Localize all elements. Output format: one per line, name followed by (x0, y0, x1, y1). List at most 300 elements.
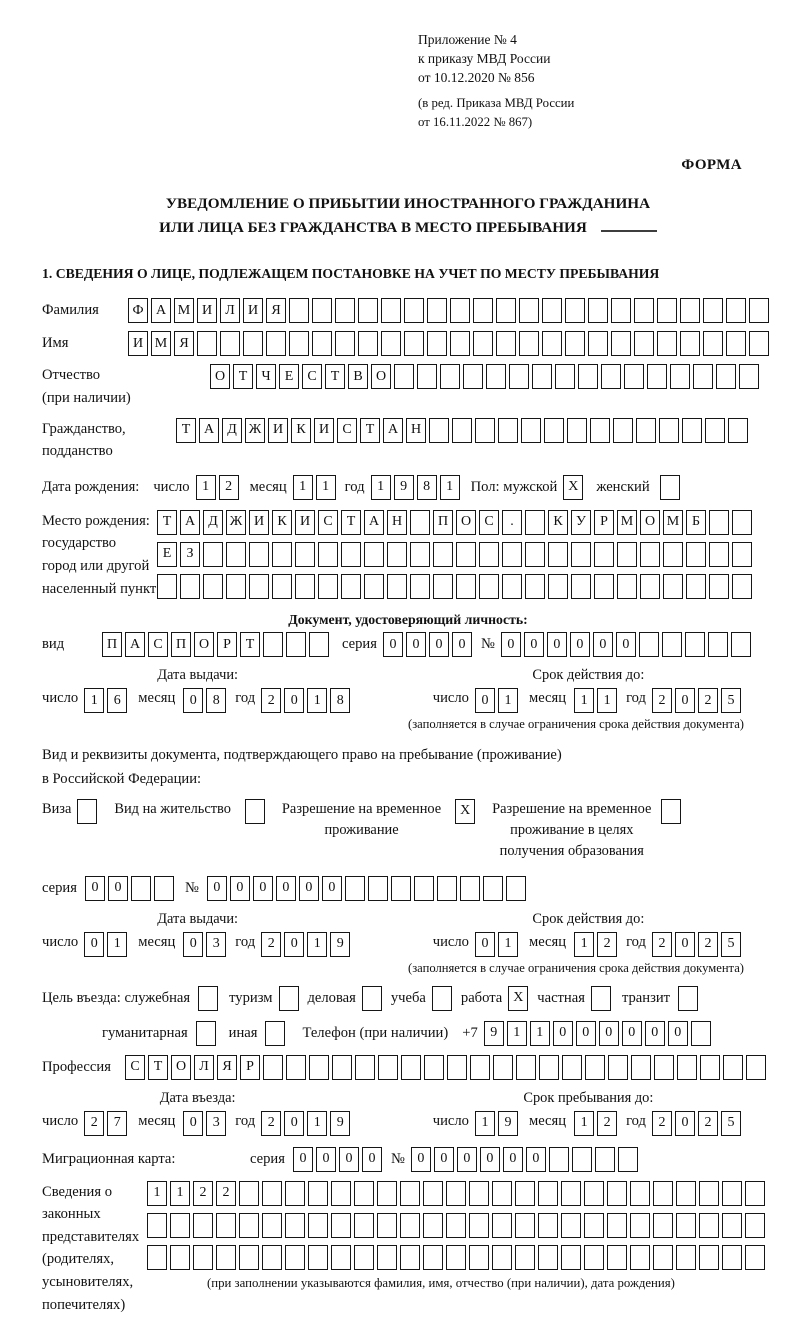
char-cell[interactable]: М (663, 510, 683, 535)
char-cell[interactable] (289, 298, 309, 323)
transit-checkbox-cell[interactable] (678, 986, 698, 1011)
char-cell[interactable]: 1 (147, 1181, 167, 1206)
char-cell[interactable]: И (295, 510, 315, 535)
char-cell[interactable]: 8 (417, 475, 437, 500)
char-cell[interactable] (538, 1213, 558, 1238)
char-cell[interactable] (473, 331, 493, 356)
char-cell[interactable] (423, 1245, 443, 1270)
char-cell[interactable] (295, 574, 315, 599)
char-cell[interactable] (470, 1055, 490, 1080)
char-cell[interactable] (716, 364, 736, 389)
char-cell[interactable] (295, 542, 315, 567)
char-cell[interactable]: Р (594, 510, 614, 535)
char-cell[interactable]: Н (387, 510, 407, 535)
char-cell[interactable]: С (318, 510, 338, 535)
char-cell[interactable] (640, 574, 660, 599)
char-cell[interactable]: И (243, 298, 263, 323)
char-cell[interactable] (289, 331, 309, 356)
char-cell[interactable] (607, 1245, 627, 1270)
char-cell[interactable] (663, 574, 683, 599)
char-cell[interactable]: 0 (616, 632, 636, 657)
char-cell[interactable] (423, 1213, 443, 1238)
char-cell[interactable]: С (302, 364, 322, 389)
char-cell[interactable] (410, 574, 430, 599)
char-cell[interactable] (731, 632, 751, 657)
char-cell[interactable]: 0 (322, 876, 342, 901)
char-cell[interactable] (377, 1213, 397, 1238)
char-cell[interactable]: А (125, 632, 145, 657)
char-cell[interactable]: 0 (299, 876, 319, 901)
char-cell[interactable] (608, 1055, 628, 1080)
char-cell[interactable] (285, 1181, 305, 1206)
char-cell[interactable] (561, 1181, 581, 1206)
char-cell[interactable] (486, 364, 506, 389)
char-cell[interactable] (157, 574, 177, 599)
char-cell[interactable]: 0 (457, 1147, 477, 1172)
char-cell[interactable] (368, 876, 388, 901)
char-cell[interactable]: 2 (216, 1181, 236, 1206)
char-cell[interactable] (498, 418, 518, 443)
char-cell[interactable] (525, 574, 545, 599)
char-cell[interactable] (691, 1021, 711, 1046)
char-cell[interactable]: 1 (307, 688, 327, 713)
char-cell[interactable] (682, 418, 702, 443)
char-cell[interactable]: 2 (597, 1111, 617, 1136)
char-cell[interactable] (492, 1213, 512, 1238)
char-cell[interactable]: М (174, 298, 194, 323)
char-cell[interactable]: О (371, 364, 391, 389)
char-cell[interactable] (728, 418, 748, 443)
char-cell[interactable]: 2 (698, 688, 718, 713)
char-cell[interactable] (639, 632, 659, 657)
char-cell[interactable]: О (456, 510, 476, 535)
char-cell[interactable]: Н (406, 418, 426, 443)
char-cell[interactable]: 0 (276, 876, 296, 901)
char-cell[interactable]: . (502, 510, 522, 535)
char-cell[interactable]: 9 (484, 1021, 504, 1046)
private-checkbox-cell[interactable] (591, 986, 611, 1011)
char-cell[interactable] (180, 574, 200, 599)
char-cell[interactable]: 3 (206, 932, 226, 957)
char-cell[interactable]: И (197, 298, 217, 323)
char-cell[interactable] (595, 1147, 615, 1172)
char-cell[interactable] (335, 298, 355, 323)
char-cell[interactable] (519, 331, 539, 356)
char-cell[interactable] (749, 331, 769, 356)
char-cell[interactable] (636, 418, 656, 443)
char-cell[interactable] (607, 1213, 627, 1238)
char-cell[interactable] (561, 1245, 581, 1270)
char-cell[interactable] (147, 1245, 167, 1270)
char-cell[interactable] (745, 1245, 765, 1270)
char-cell[interactable] (387, 574, 407, 599)
char-cell[interactable] (404, 298, 424, 323)
char-cell[interactable] (515, 1213, 535, 1238)
char-cell[interactable]: Б (686, 510, 706, 535)
char-cell[interactable]: 0 (675, 932, 695, 957)
char-cell[interactable] (634, 331, 654, 356)
char-cell[interactable]: М (151, 331, 171, 356)
char-cell[interactable] (286, 632, 306, 657)
char-cell[interactable] (709, 542, 729, 567)
char-cell[interactable] (433, 542, 453, 567)
char-cell[interactable] (680, 331, 700, 356)
char-cell[interactable] (502, 574, 522, 599)
char-cell[interactable] (525, 542, 545, 567)
char-cell[interactable]: Т (240, 632, 260, 657)
char-cell[interactable] (414, 876, 434, 901)
char-cell[interactable] (630, 1213, 650, 1238)
char-cell[interactable]: 0 (475, 688, 495, 713)
char-cell[interactable]: А (180, 510, 200, 535)
char-cell[interactable]: 0 (593, 632, 613, 657)
char-cell[interactable] (417, 364, 437, 389)
char-cell[interactable]: 0 (183, 688, 203, 713)
char-cell[interactable] (700, 1055, 720, 1080)
char-cell[interactable]: К (548, 510, 568, 535)
char-cell[interactable]: П (102, 632, 122, 657)
char-cell[interactable] (286, 1055, 306, 1080)
char-cell[interactable] (226, 542, 246, 567)
char-cell[interactable] (578, 364, 598, 389)
char-cell[interactable] (377, 1245, 397, 1270)
char-cell[interactable] (617, 574, 637, 599)
char-cell[interactable] (699, 1213, 719, 1238)
char-cell[interactable] (703, 331, 723, 356)
char-cell[interactable] (318, 542, 338, 567)
char-cell[interactable] (193, 1213, 213, 1238)
char-cell[interactable]: 9 (498, 1111, 518, 1136)
char-cell[interactable] (521, 418, 541, 443)
char-cell[interactable] (676, 1213, 696, 1238)
char-cell[interactable]: А (199, 418, 219, 443)
char-cell[interactable] (519, 298, 539, 323)
char-cell[interactable] (427, 331, 447, 356)
char-cell[interactable] (726, 298, 746, 323)
char-cell[interactable]: 2 (261, 1111, 281, 1136)
char-cell[interactable] (562, 1055, 582, 1080)
char-cell[interactable] (263, 1055, 283, 1080)
char-cell[interactable] (630, 1245, 650, 1270)
char-cell[interactable]: 0 (547, 632, 567, 657)
char-cell[interactable]: 0 (553, 1021, 573, 1046)
rvp-checkbox-cell[interactable]: X (455, 799, 475, 824)
char-cell[interactable] (693, 364, 713, 389)
char-cell[interactable] (555, 364, 575, 389)
char-cell[interactable]: 8 (206, 688, 226, 713)
char-cell[interactable]: Д (222, 418, 242, 443)
char-cell[interactable] (496, 331, 516, 356)
char-cell[interactable] (539, 1055, 559, 1080)
char-cell[interactable] (266, 331, 286, 356)
char-cell[interactable]: 1 (316, 475, 336, 500)
char-cell[interactable] (475, 418, 495, 443)
char-cell[interactable]: 0 (230, 876, 250, 901)
char-cell[interactable]: 1 (574, 1111, 594, 1136)
char-cell[interactable] (492, 1181, 512, 1206)
char-cell[interactable] (404, 331, 424, 356)
char-cell[interactable]: 9 (330, 1111, 350, 1136)
char-cell[interactable]: 0 (284, 688, 304, 713)
char-cell[interactable]: Т (360, 418, 380, 443)
char-cell[interactable] (170, 1245, 190, 1270)
char-cell[interactable] (699, 1245, 719, 1270)
char-cell[interactable] (440, 364, 460, 389)
char-cell[interactable] (446, 1245, 466, 1270)
char-cell[interactable]: О (210, 364, 230, 389)
char-cell[interactable]: 0 (503, 1147, 523, 1172)
char-cell[interactable] (437, 876, 457, 901)
char-cell[interactable] (203, 574, 223, 599)
char-cell[interactable] (525, 510, 545, 535)
char-cell[interactable] (308, 1181, 328, 1206)
char-cell[interactable] (197, 331, 217, 356)
char-cell[interactable]: Р (217, 632, 237, 657)
char-cell[interactable] (662, 632, 682, 657)
char-cell[interactable]: 0 (576, 1021, 596, 1046)
char-cell[interactable]: 0 (434, 1147, 454, 1172)
char-cell[interactable] (647, 364, 667, 389)
char-cell[interactable] (548, 542, 568, 567)
char-cell[interactable]: Ф (128, 298, 148, 323)
char-cell[interactable] (239, 1245, 259, 1270)
char-cell[interactable] (686, 574, 706, 599)
char-cell[interactable] (493, 1055, 513, 1080)
char-cell[interactable] (618, 1147, 638, 1172)
char-cell[interactable]: 0 (293, 1147, 313, 1172)
char-cell[interactable]: 6 (107, 688, 127, 713)
work-checkbox-cell[interactable]: X (508, 986, 528, 1011)
char-cell[interactable]: 2 (193, 1181, 213, 1206)
char-cell[interactable]: А (151, 298, 171, 323)
char-cell[interactable]: Ч (256, 364, 276, 389)
char-cell[interactable]: 2 (698, 932, 718, 957)
char-cell[interactable]: 0 (207, 876, 227, 901)
char-cell[interactable] (677, 1055, 697, 1080)
char-cell[interactable] (703, 298, 723, 323)
char-cell[interactable]: В (348, 364, 368, 389)
char-cell[interactable]: И (314, 418, 334, 443)
char-cell[interactable]: 2 (261, 932, 281, 957)
char-cell[interactable] (483, 876, 503, 901)
char-cell[interactable] (544, 418, 564, 443)
char-cell[interactable] (345, 876, 365, 901)
char-cell[interactable] (631, 1055, 651, 1080)
char-cell[interactable]: О (194, 632, 214, 657)
char-cell[interactable]: Д (203, 510, 223, 535)
char-cell[interactable]: 8 (330, 688, 350, 713)
char-cell[interactable] (709, 510, 729, 535)
char-cell[interactable] (469, 1213, 489, 1238)
char-cell[interactable] (496, 298, 516, 323)
char-cell[interactable] (447, 1055, 467, 1080)
char-cell[interactable] (584, 1181, 604, 1206)
char-cell[interactable] (585, 1055, 605, 1080)
char-cell[interactable] (446, 1181, 466, 1206)
char-cell[interactable] (226, 574, 246, 599)
char-cell[interactable]: П (433, 510, 453, 535)
char-cell[interactable] (565, 331, 585, 356)
char-cell[interactable] (469, 1181, 489, 1206)
char-cell[interactable] (354, 1213, 374, 1238)
char-cell[interactable] (653, 1181, 673, 1206)
char-cell[interactable]: 0 (599, 1021, 619, 1046)
char-cell[interactable] (456, 574, 476, 599)
char-cell[interactable] (216, 1213, 236, 1238)
char-cell[interactable]: 0 (84, 932, 104, 957)
char-cell[interactable]: П (171, 632, 191, 657)
char-cell[interactable] (331, 1245, 351, 1270)
char-cell[interactable]: А (383, 418, 403, 443)
char-cell[interactable] (515, 1181, 535, 1206)
char-cell[interactable]: 0 (406, 632, 426, 657)
char-cell[interactable] (594, 542, 614, 567)
char-cell[interactable] (601, 364, 621, 389)
char-cell[interactable] (680, 298, 700, 323)
char-cell[interactable] (584, 1245, 604, 1270)
char-cell[interactable] (584, 1213, 604, 1238)
char-cell[interactable]: Е (279, 364, 299, 389)
char-cell[interactable]: 1 (574, 932, 594, 957)
char-cell[interactable] (699, 1181, 719, 1206)
char-cell[interactable] (640, 542, 660, 567)
char-cell[interactable] (450, 331, 470, 356)
char-cell[interactable] (391, 876, 411, 901)
char-cell[interactable] (657, 331, 677, 356)
char-cell[interactable] (653, 1245, 673, 1270)
char-cell[interactable] (312, 298, 332, 323)
char-cell[interactable] (147, 1213, 167, 1238)
char-cell[interactable]: 1 (293, 475, 313, 500)
char-cell[interactable] (456, 542, 476, 567)
char-cell[interactable] (249, 542, 269, 567)
char-cell[interactable]: 1 (107, 932, 127, 957)
char-cell[interactable] (565, 298, 585, 323)
char-cell[interactable] (590, 418, 610, 443)
char-cell[interactable] (473, 298, 493, 323)
char-cell[interactable]: 0 (253, 876, 273, 901)
char-cell[interactable]: 0 (108, 876, 128, 901)
char-cell[interactable] (331, 1213, 351, 1238)
rvp-edu-checkbox-cell[interactable] (661, 799, 681, 824)
char-cell[interactable] (239, 1181, 259, 1206)
char-cell[interactable] (515, 1245, 535, 1270)
char-cell[interactable] (722, 1213, 742, 1238)
char-cell[interactable] (617, 542, 637, 567)
char-cell[interactable]: У (571, 510, 591, 535)
char-cell[interactable] (203, 542, 223, 567)
char-cell[interactable] (571, 574, 591, 599)
char-cell[interactable] (272, 574, 292, 599)
char-cell[interactable]: 5 (721, 688, 741, 713)
char-cell[interactable] (607, 1181, 627, 1206)
char-cell[interactable] (502, 542, 522, 567)
char-cell[interactable] (429, 418, 449, 443)
char-cell[interactable]: 1 (440, 475, 460, 500)
char-cell[interactable]: 0 (339, 1147, 359, 1172)
char-cell[interactable]: 2 (219, 475, 239, 500)
char-cell[interactable] (318, 574, 338, 599)
char-cell[interactable] (567, 418, 587, 443)
char-cell[interactable] (400, 1213, 420, 1238)
char-cell[interactable] (739, 364, 759, 389)
char-cell[interactable] (492, 1245, 512, 1270)
char-cell[interactable]: 1 (498, 932, 518, 957)
char-cell[interactable] (354, 1245, 374, 1270)
char-cell[interactable] (341, 574, 361, 599)
char-cell[interactable] (705, 418, 725, 443)
char-cell[interactable]: А (364, 510, 384, 535)
char-cell[interactable]: 1 (597, 688, 617, 713)
char-cell[interactable]: С (125, 1055, 145, 1080)
char-cell[interactable] (263, 632, 283, 657)
char-cell[interactable] (358, 298, 378, 323)
char-cell[interactable]: 1 (84, 688, 104, 713)
char-cell[interactable] (262, 1213, 282, 1238)
char-cell[interactable] (685, 632, 705, 657)
char-cell[interactable]: Я (266, 298, 286, 323)
char-cell[interactable]: 1 (170, 1181, 190, 1206)
char-cell[interactable] (479, 542, 499, 567)
char-cell[interactable]: 0 (526, 1147, 546, 1172)
char-cell[interactable] (686, 542, 706, 567)
char-cell[interactable]: 1 (196, 475, 216, 500)
char-cell[interactable]: 9 (394, 475, 414, 500)
char-cell[interactable] (312, 331, 332, 356)
char-cell[interactable] (285, 1245, 305, 1270)
female-checkbox-cell[interactable] (660, 475, 680, 500)
char-cell[interactable]: 2 (84, 1111, 104, 1136)
char-cell[interactable]: 2 (261, 688, 281, 713)
char-cell[interactable]: И (268, 418, 288, 443)
char-cell[interactable]: 1 (475, 1111, 495, 1136)
commercial-checkbox-cell[interactable] (362, 986, 382, 1011)
char-cell[interactable]: Л (194, 1055, 214, 1080)
char-cell[interactable]: 1 (530, 1021, 550, 1046)
char-cell[interactable]: К (291, 418, 311, 443)
char-cell[interactable] (354, 1181, 374, 1206)
char-cell[interactable] (722, 1245, 742, 1270)
char-cell[interactable] (308, 1245, 328, 1270)
char-cell[interactable]: 7 (107, 1111, 127, 1136)
char-cell[interactable]: 2 (652, 688, 672, 713)
char-cell[interactable] (745, 1181, 765, 1206)
char-cell[interactable] (653, 1213, 673, 1238)
char-cell[interactable] (516, 1055, 536, 1080)
business-checkbox-cell[interactable] (198, 986, 218, 1011)
char-cell[interactable]: 0 (570, 632, 590, 657)
char-cell[interactable] (745, 1213, 765, 1238)
char-cell[interactable]: 0 (675, 688, 695, 713)
char-cell[interactable] (364, 574, 384, 599)
char-cell[interactable] (561, 1213, 581, 1238)
char-cell[interactable]: 0 (622, 1021, 642, 1046)
char-cell[interactable] (335, 331, 355, 356)
char-cell[interactable] (216, 1245, 236, 1270)
char-cell[interactable] (355, 1055, 375, 1080)
char-cell[interactable] (732, 510, 752, 535)
male-checkbox-cell[interactable]: X (563, 475, 583, 500)
char-cell[interactable] (746, 1055, 766, 1080)
char-cell[interactable] (400, 1245, 420, 1270)
char-cell[interactable] (549, 1147, 569, 1172)
char-cell[interactable] (588, 331, 608, 356)
char-cell[interactable] (542, 298, 562, 323)
char-cell[interactable] (659, 418, 679, 443)
char-cell[interactable] (452, 418, 472, 443)
char-cell[interactable]: 0 (284, 932, 304, 957)
char-cell[interactable]: 0 (668, 1021, 688, 1046)
